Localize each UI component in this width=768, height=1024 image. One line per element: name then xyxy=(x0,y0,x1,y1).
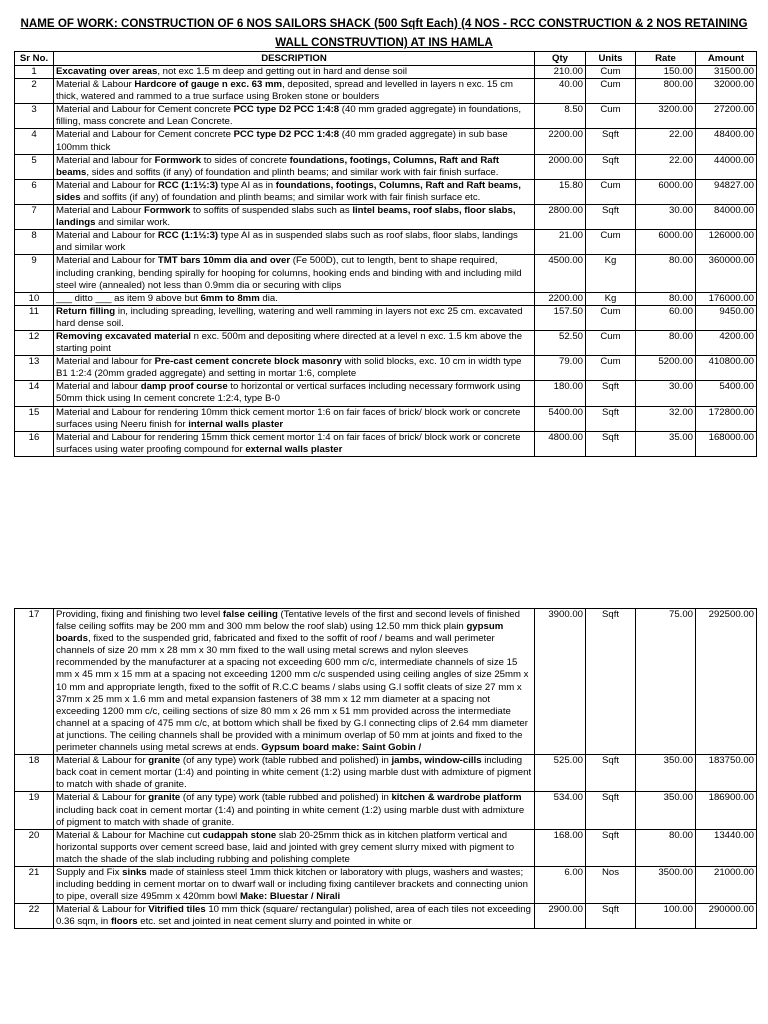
description-bold-text: Excavating over areas xyxy=(56,66,158,77)
description-text: and soffits (if any) of foundation and plinth beams; and similar work with fair finish surface etc. xyxy=(80,191,481,203)
item-qty: 534.00 xyxy=(535,792,586,829)
item-qty: 40.00 xyxy=(535,79,586,104)
item-units: Sqft xyxy=(586,205,636,230)
description-bold-text: Removing excavated material xyxy=(56,330,191,342)
header-rate: Rate xyxy=(636,52,696,66)
item-sr-no: 3 xyxy=(15,104,54,129)
item-sr-no: 12 xyxy=(15,330,54,355)
table-row xyxy=(15,755,757,792)
table-row xyxy=(15,866,757,903)
item-rate: 5200.00 xyxy=(636,356,696,381)
item-sr-no: 16 xyxy=(15,431,54,456)
description-bold-text: external walls plaster xyxy=(245,443,343,455)
description-bold-text: granite xyxy=(148,792,181,804)
description-text: , not exc 1.5 m deep and getting out in hard and dense soil xyxy=(157,66,407,77)
description-text: Material & Labour for xyxy=(56,904,149,916)
item-qty: 15.80 xyxy=(535,179,586,204)
item-rate: 30.00 xyxy=(636,381,696,406)
item-sr-no: 11 xyxy=(15,305,54,330)
description-bold-text: cudappah stone xyxy=(202,829,277,841)
item-description xyxy=(54,330,535,355)
description-text: (Tentative levels of the first and second levels of finished false ceiling soffits may be 200 mm and 300 mm below the roof slab) using 12.50 mm thick plain xyxy=(56,609,520,633)
item-amount: 27200.00 xyxy=(696,104,757,129)
item-rate: 800.00 xyxy=(636,79,696,104)
item-units: Cum xyxy=(586,66,636,79)
description-bold-text: Make: Bluestar / Nirali xyxy=(239,891,341,903)
description-text: Providing, fixing and finishing two level xyxy=(56,609,223,620)
description-text: 10 mm thick (square/ rectangular) polished, area of each tiles not exceeding 0.36 sqm, in xyxy=(56,904,531,928)
table-row xyxy=(15,406,757,431)
item-units: Sqft xyxy=(586,755,636,792)
description-text: Material and Labour xyxy=(56,205,144,217)
description-bold-text: false ceiling xyxy=(222,609,278,620)
item-rate: 3500.00 xyxy=(636,866,696,903)
description-bold-text: damp proof course xyxy=(140,381,228,393)
item-rate: 80.00 xyxy=(636,330,696,355)
item-sr-no: 21 xyxy=(15,866,54,903)
description-text: Material and labour for xyxy=(56,154,155,166)
item-qty: 2200.00 xyxy=(535,292,586,305)
table-row xyxy=(15,79,757,104)
item-sr-no: 5 xyxy=(15,154,54,179)
description-text: (of any type) work (table rubbed and polished) in xyxy=(180,755,392,767)
item-description xyxy=(54,129,535,154)
item-amount: 410800.00 xyxy=(696,356,757,381)
description-text: and similar work. xyxy=(95,217,171,229)
description-text: (Fe 500D), cut to length, bent to shape required, including cranking, bending spirally for hooping for columns, hooking ends and binding with and including mild steel wire (annealed) not less than 0.9mm dia or securing with clips xyxy=(56,255,522,291)
item-rate: 6000.00 xyxy=(636,179,696,204)
description-text: to sides of concrete xyxy=(201,154,290,166)
header-sr-no: Sr No. xyxy=(15,52,54,66)
item-qty: 2800.00 xyxy=(535,205,586,230)
description-text: Material & Labour for Machine cut xyxy=(56,829,203,841)
item-amount: 5400.00 xyxy=(696,381,757,406)
item-rate: 35.00 xyxy=(636,431,696,456)
item-sr-no: 19 xyxy=(15,792,54,829)
item-units: Cum xyxy=(586,104,636,129)
description-text: Material and Labour for xyxy=(56,255,158,267)
description-text: to soffits of suspended slabs such as xyxy=(190,205,353,217)
item-qty: 3900.00 xyxy=(535,609,586,755)
header-description: DESCRIPTION xyxy=(54,52,535,66)
item-units: Sqft xyxy=(586,406,636,431)
item-rate: 22.00 xyxy=(636,154,696,179)
document-title xyxy=(0,14,768,52)
item-units: Sqft xyxy=(586,431,636,456)
item-qty: 180.00 xyxy=(535,381,586,406)
item-units: Cum xyxy=(586,230,636,255)
table-row xyxy=(15,792,757,829)
item-rate: 32.00 xyxy=(636,406,696,431)
item-sr-no: 9 xyxy=(15,255,54,292)
item-description xyxy=(54,292,535,305)
description-text: (40 mm graded aggregate) in foundations, filling, mass concrete and Lean Concrete. xyxy=(56,104,522,128)
description-bold-text: lintel beams, roof slabs, floor slabs, landings xyxy=(56,205,516,229)
item-sr-no: 17 xyxy=(15,609,54,755)
item-units: Sqft xyxy=(586,381,636,406)
item-description xyxy=(54,66,535,79)
item-amount: 290000.00 xyxy=(696,904,757,929)
item-description xyxy=(54,230,535,255)
item-units: Cum xyxy=(586,356,636,381)
table-row xyxy=(15,305,757,330)
item-amount: 32000.00 xyxy=(696,79,757,104)
item-rate: 80.00 xyxy=(636,292,696,305)
item-qty: 2200.00 xyxy=(535,129,586,154)
item-description xyxy=(54,255,535,292)
description-text: etc. set and jointed in neat cement slurry and pointed in white or xyxy=(137,916,412,928)
item-amount: 94827.00 xyxy=(696,179,757,204)
table-row xyxy=(15,104,757,129)
item-rate: 80.00 xyxy=(636,255,696,292)
item-units: Nos xyxy=(586,866,636,903)
description-bold-text: Formwork xyxy=(144,205,191,217)
description-text: with solid blocks, exc. 10 cm in width type B1 1:2:4 (20mm graded aggregate) and setting in mortar 1:6, complete xyxy=(56,356,522,380)
description-bold-text: RCC (1:1½:3) xyxy=(157,230,219,242)
description-text: Material & Labour for xyxy=(56,792,149,804)
item-qty: 2900.00 xyxy=(535,904,586,929)
item-amount: 172800.00 xyxy=(696,406,757,431)
description-text: in, including spreading, levelling, watering and well ramming in layers not exc 25 cm. excavated hard dense soil. xyxy=(56,305,523,329)
item-description xyxy=(54,381,535,406)
item-description xyxy=(54,154,535,179)
header-units: Units xyxy=(586,52,636,66)
item-units: Cum xyxy=(586,305,636,330)
table-header-row xyxy=(15,52,757,66)
description-text: Material & Labour for xyxy=(56,755,149,767)
table-row xyxy=(15,66,757,79)
item-qty: 157.50 xyxy=(535,305,586,330)
item-description xyxy=(54,305,535,330)
table-row xyxy=(15,129,757,154)
item-qty: 8.50 xyxy=(535,104,586,129)
description-bold-text: gypsum boards xyxy=(56,621,504,645)
item-units: Cum xyxy=(586,79,636,104)
item-sr-no: 6 xyxy=(15,179,54,204)
description-bold-text: foundations, footings, Columns, Raft and Raft beams, sides xyxy=(56,179,521,203)
description-bold-text: Vitrified tiles xyxy=(148,904,206,916)
description-text: Material and Labour for xyxy=(56,230,158,242)
item-rate: 60.00 xyxy=(636,305,696,330)
item-description xyxy=(54,406,535,431)
table-row xyxy=(15,205,757,230)
item-amount: 48400.00 xyxy=(696,129,757,154)
item-amount: 360000.00 xyxy=(696,255,757,292)
item-units: Kg xyxy=(586,255,636,292)
description-text: type AI as in xyxy=(218,179,276,191)
table-row xyxy=(15,230,757,255)
table-row xyxy=(15,292,757,305)
item-sr-no: 10 xyxy=(15,292,54,305)
table-row xyxy=(15,431,757,456)
item-description xyxy=(54,79,535,104)
table-row xyxy=(15,381,757,406)
item-units: Cum xyxy=(586,179,636,204)
description-text: , fixed to the suspended grid, fabricated and fixed to the soffit of roof / beams and wall perimeter channels of size 20 mm x 28 mm x 30 mm fixed to the wall using metal screws and nylon sleeves recommended by the manufacturer at a spacing not exceeding 600 mm c/c, intermediate channels of size 15 mm x 45 mm x 15 mm at a spacing not exceeding 1200 mm c/c suspended using ceiling angles of size 25mm x 10 mm and appropriate length, fixed to the soffit of R.C.C beams / slabs using G.I soffit cleats of size 27 mm x 37mm x 25 mm x 1.6 mm and metal expansion fasteners of 38 mm x 12 mm diameter at a spacing not exceeding 1200 mm c/c, ceiling sections of size 80 mm x 26 mm x 51 mm provided across the intermediate channel at a spacing of 475 mm c/c, at bottom which shall be fixed by G.I connecting clips of 2.64 mm diameter at junctions. The ceiling channels shall be provided with a minimum overlap of 50 mm at joints and fixed to the perimeter channels using metal screws at ends. xyxy=(56,633,529,754)
description-bold-text: floors xyxy=(110,916,138,928)
table-row xyxy=(15,179,757,204)
description-text: n exc. 500m and depositing where directed at a level n exc. 1.5 km above the starting point xyxy=(56,330,523,355)
description-text: Material and Labour for rendering 10mm thick cement mortor 1:6 on fair faces of brick/ block work or concrete surfaces using Neeru finish for xyxy=(56,406,521,430)
item-amount: 168000.00 xyxy=(696,431,757,456)
item-description xyxy=(54,792,535,829)
item-sr-no: 8 xyxy=(15,230,54,255)
item-sr-no: 1 xyxy=(15,66,54,79)
header-amount: Amount xyxy=(696,52,757,66)
description-bold-text: Hardcore of gauge n exc. 63 mm xyxy=(134,79,283,91)
item-amount: 126000.00 xyxy=(696,230,757,255)
description-text: Material and Labour for xyxy=(56,179,158,191)
description-bold-text: PCC type D2 PCC 1:4:8 xyxy=(233,129,340,141)
description-text: , sides and soffits (if any) of foundation and plinth beams; and similar work with fair finish surface. xyxy=(86,166,499,178)
description-text: Material and Labour for Cement concrete xyxy=(56,104,234,116)
description-text: type AI as in suspended slabs such as roof slabs, floor slabs, landings and similar work xyxy=(56,230,518,254)
table-row xyxy=(15,330,757,355)
description-text: (40 mm graded aggregate) in sub base 100mm thick xyxy=(56,129,508,153)
item-sr-no: 20 xyxy=(15,829,54,866)
item-amount: 292500.00 xyxy=(696,609,757,755)
description-bold-text: TMT bars 10mm dia and over xyxy=(157,255,291,267)
description-text: made of stainless steel 1mm thick kitchen or laboratory with plugs, washers and wastes; including bedding in cement mortar on to dwarf wall or including fixing cantilever brackets and connecting union to pipe, overall size 495mm x 420mm bowl xyxy=(56,866,528,903)
item-qty: 5400.00 xyxy=(535,406,586,431)
item-description xyxy=(54,609,535,755)
item-rate: 100.00 xyxy=(636,904,696,929)
description-text: dia. xyxy=(259,292,278,304)
item-description xyxy=(54,205,535,230)
boq-table-1 xyxy=(14,51,757,457)
description-text: to horizontal or vertical surfaces including necessary formwork using 50mm thick using In cement concrete 1:2:4, type B-0 xyxy=(56,381,521,405)
item-qty: 4800.00 xyxy=(535,431,586,456)
item-sr-no: 18 xyxy=(15,755,54,792)
item-rate: 350.00 xyxy=(636,755,696,792)
item-qty: 6.00 xyxy=(535,866,586,903)
item-description xyxy=(54,356,535,381)
item-rate: 150.00 xyxy=(636,66,696,79)
item-description xyxy=(54,829,535,866)
item-amount: 4200.00 xyxy=(696,330,757,355)
item-rate: 350.00 xyxy=(636,792,696,829)
description-text: including back coat in cement mortar (1:4) and pointing in white cement (1:2) using marble dust with admixture of pigment to match with shade of granite. xyxy=(56,755,532,791)
item-description xyxy=(54,755,535,792)
item-qty: 21.00 xyxy=(535,230,586,255)
description-bold-text: Return filling xyxy=(56,305,116,317)
description-bold-text: jambs, window-cills xyxy=(391,755,482,767)
description-bold-text: internal walls plaster xyxy=(188,418,284,430)
table-row xyxy=(15,255,757,292)
item-rate: 80.00 xyxy=(636,829,696,866)
item-qty: 525.00 xyxy=(535,755,586,792)
description-text: Material and Labour for rendering 15mm thick cement mortor 1:4 on fair faces of brick/ block work or concrete surfaces using water proofing compound for xyxy=(56,431,521,455)
item-sr-no: 7 xyxy=(15,205,54,230)
item-amount: 176000.00 xyxy=(696,292,757,305)
description-bold-text: Pre-cast cement concrete block masonry xyxy=(154,356,342,368)
description-bold-text: granite xyxy=(148,755,181,767)
item-description xyxy=(54,179,535,204)
item-units: Sqft xyxy=(586,904,636,929)
table-row xyxy=(15,829,757,866)
item-description xyxy=(54,104,535,129)
description-bold-text: PCC type D2 PCC 1:4:8 xyxy=(233,104,340,116)
table-row xyxy=(15,356,757,381)
item-amount: 9450.00 xyxy=(696,305,757,330)
item-units: Sqft xyxy=(586,129,636,154)
description-text: (of any type) work (table rubbed and polished) in xyxy=(180,792,392,804)
description-bold-text: Formwork xyxy=(154,154,202,166)
table-row xyxy=(15,154,757,179)
item-qty: 52.50 xyxy=(535,330,586,355)
item-description xyxy=(54,866,535,903)
item-qty: 168.00 xyxy=(535,829,586,866)
item-sr-no: 2 xyxy=(15,79,54,104)
description-text: Material and labour xyxy=(56,381,141,393)
item-rate: 30.00 xyxy=(636,205,696,230)
description-bold-text: Gypsum board make: Saint Gobin / xyxy=(261,742,422,754)
item-qty: 210.00 xyxy=(535,66,586,79)
boq-table-2 xyxy=(14,608,757,929)
table-row xyxy=(15,609,757,755)
item-amount: 186900.00 xyxy=(696,792,757,829)
item-rate: 6000.00 xyxy=(636,230,696,255)
description-text: Material and Labour for Cement concrete xyxy=(56,129,234,141)
item-sr-no: 14 xyxy=(15,381,54,406)
description-text: slab 20-25mm thick as in kitchen platform vertical and horizontal supports over cement screed base, laid and jointed with grey cement slurry mixed with pigment to match the shade of the slab including rubbing and polishing complete xyxy=(56,829,515,865)
description-bold-text: foundations, footings, Columns, Raft and Raft beams xyxy=(56,154,500,178)
table-row xyxy=(15,904,757,929)
item-units: Sqft xyxy=(586,792,636,829)
description-text: Material and labour for xyxy=(56,356,155,368)
item-qty: 2000.00 xyxy=(535,154,586,179)
item-sr-no: 4 xyxy=(15,129,54,154)
item-rate: 75.00 xyxy=(636,609,696,755)
item-qty: 4500.00 xyxy=(535,255,586,292)
item-amount: 183750.00 xyxy=(696,755,757,792)
item-sr-no: 22 xyxy=(15,904,54,929)
item-amount: 84000.00 xyxy=(696,205,757,230)
item-units: Cum xyxy=(586,330,636,355)
item-amount: 31500.00 xyxy=(696,66,757,79)
description-text: including back coat in cement mortar (1:4) and pointing in white cement (1:2) using marble dust with admixture of pigment to match with shade of granite. xyxy=(56,804,525,828)
description-bold-text: sinks xyxy=(122,866,147,878)
item-rate: 3200.00 xyxy=(636,104,696,129)
item-sr-no: 13 xyxy=(15,356,54,381)
item-amount: 44000.00 xyxy=(696,154,757,179)
item-qty: 79.00 xyxy=(535,356,586,381)
description-text: Supply and Fix xyxy=(56,866,123,878)
item-amount: 21000.00 xyxy=(696,866,757,903)
item-description xyxy=(54,904,535,929)
description-bold-text: RCC (1:1½:3) xyxy=(157,179,219,191)
header-qty: Qty xyxy=(535,52,586,66)
item-units: Kg xyxy=(586,292,636,305)
item-sr-no: 15 xyxy=(15,406,54,431)
item-units: Sqft xyxy=(586,609,636,755)
description-bold-text: kitchen & wardrobe platform xyxy=(391,792,522,804)
item-description xyxy=(54,431,535,456)
description-bold-text: 6mm to 8mm xyxy=(200,292,260,304)
description-text: ___ ditto ___ as item 9 above but xyxy=(56,292,201,304)
item-rate: 22.00 xyxy=(636,129,696,154)
description-text: , deposited, spread and levelled in layers n exc. 15 cm thick, watered and rammed to a true surface using Broken stone or boulders xyxy=(56,79,513,103)
title-line-2: WALL CONSTRUVTION) AT INS HAMLA xyxy=(275,36,493,49)
description-text: Material & Labour xyxy=(56,79,135,91)
item-units: Sqft xyxy=(586,154,636,179)
item-amount: 13440.00 xyxy=(696,829,757,866)
item-units: Sqft xyxy=(586,829,636,866)
title-line-1: NAME OF WORK: CONSTRUCTION OF 6 NOS SAILORS SHACK (500 Sqft Each) (4 NOS - RCC CONSTRUCTION & 2 NOS RETAINING xyxy=(20,17,748,30)
